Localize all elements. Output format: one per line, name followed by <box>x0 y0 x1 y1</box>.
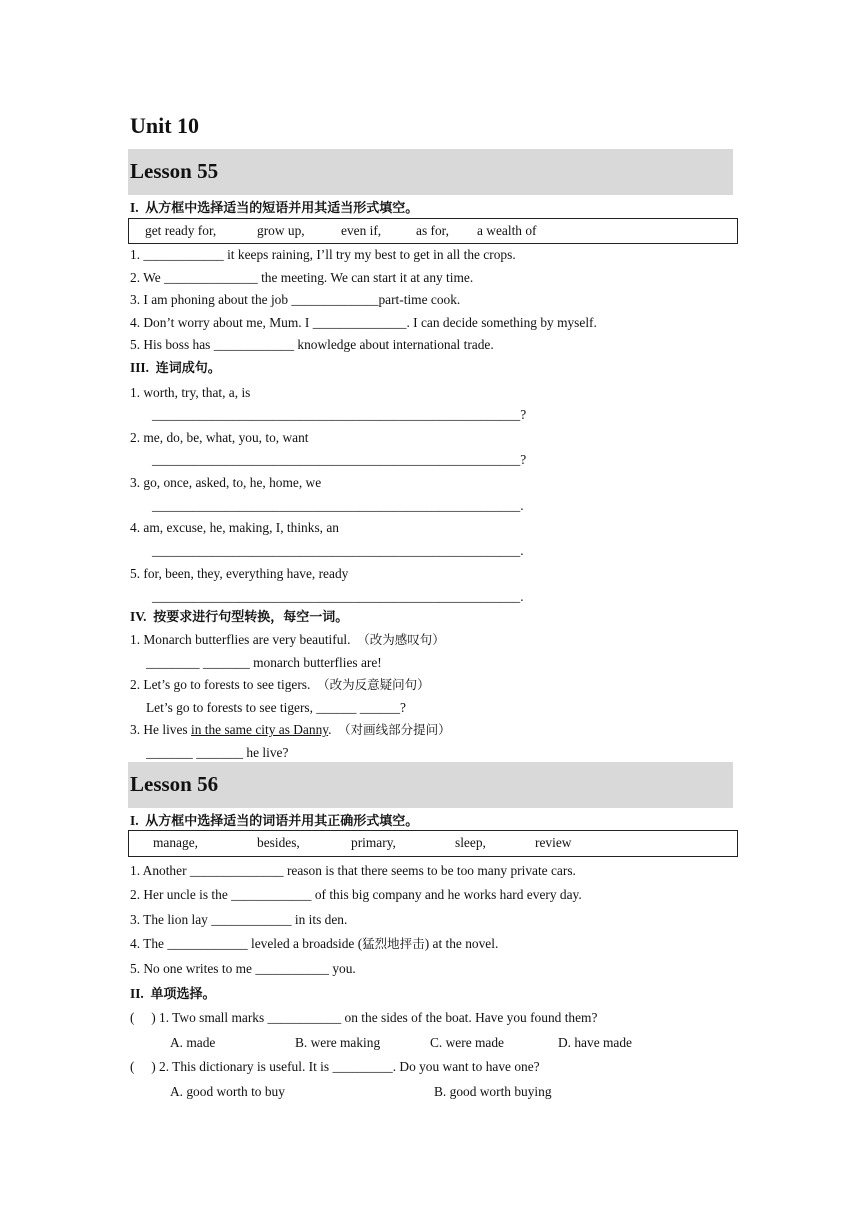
l55-section-1-heading <box>130 199 418 218</box>
l55-s4-item-3 <box>130 721 451 739</box>
lesson-55-title: Lesson 55 <box>130 159 219 183</box>
word-option: grow up, <box>257 223 305 238</box>
l55-s1-item-2: 2. We ______________ the meeting. We can start it at any time. <box>130 270 474 285</box>
question-text: 3. He lives <box>130 722 191 737</box>
l55-s1-item-4: 4. Don’t worry about me, Mum. I ______________. I can decide something by myself. <box>130 315 597 330</box>
word-option: primary, <box>351 835 396 850</box>
l56-section-2-heading <box>130 985 216 1004</box>
unit-title: Unit 10 <box>130 113 200 138</box>
l55-s3-item-5-answer-line: _______________________________________________________. <box>152 589 524 604</box>
l56-s1-item-5: 5. No one writes to me ___________ you. <box>130 961 356 976</box>
word-option: sleep, <box>455 835 486 850</box>
instruction-note: （改为感叹句） <box>357 632 445 647</box>
l55-section-3-heading <box>130 359 221 378</box>
l55-s3-item-2-words: 2. me, do, be, what, you, to, want <box>130 430 309 445</box>
question-text: . <box>328 722 332 737</box>
l55-s1-item-1: 1. ____________ it keeps raining, I’ll try my best to get in all the crops. <box>130 247 516 262</box>
l55-s3-item-5-words: 5. for, been, they, everything have, ready <box>130 566 349 581</box>
choice-d: D. have made <box>558 1035 632 1050</box>
section-number: III. <box>130 360 149 375</box>
chinese-gloss: 猛烈地抨击 <box>362 936 425 951</box>
question-text: 4. The ____________ leveled a broadside ( <box>130 936 363 951</box>
question-text: 2. Let’s go to forests to see tigers. <box>130 677 311 692</box>
section-heading-text: 从方框中选择适当的短语并用其适当形式填空。 <box>145 201 419 216</box>
l55-s3-item-1-words: 1. worth, try, that, a, is <box>130 385 251 400</box>
l55-s4-item-2-answer: Let’s go to forests to see tigers, ______ ______? <box>146 700 406 715</box>
l56-word-box <box>128 830 738 857</box>
section-heading-text: 按要求进行句型转换，每空一词。 <box>153 610 349 625</box>
l55-word-box <box>128 218 738 244</box>
word-option: even if, <box>341 223 382 238</box>
l55-s3-item-3-answer-line: _______________________________________________________. <box>152 498 524 513</box>
section-number: IV. <box>130 609 147 624</box>
section-number: I. <box>130 813 139 828</box>
section-heading-text: 连词成句。 <box>155 361 221 376</box>
l55-s1-item-5: 5. His boss has ____________ knowledge about international trade. <box>130 337 494 352</box>
l55-s1-item-3: 3. I am phoning about the job _____________part-time cook. <box>130 292 461 307</box>
question-text: ) at the novel. <box>424 936 499 951</box>
word-option: manage, <box>153 835 198 850</box>
underlined-phrase: in the same city as Danny <box>191 722 329 737</box>
l56-s2-question-2: ( ) 2. This dictionary is useful. It is _________. Do you want to have one? <box>130 1059 540 1074</box>
l55-s4-item-3-answer: _______ _______ he live? <box>146 745 289 760</box>
l55-s4-item-1 <box>130 631 445 649</box>
instruction-note: （改为反意疑问句） <box>317 677 430 692</box>
l55-s3-item-2-answer-line: _______________________________________________________? <box>152 452 527 467</box>
section-heading-text: 从方框中选择适当的词语并用其正确形式填空。 <box>145 814 419 829</box>
section-heading-text: 单项选择。 <box>150 987 216 1002</box>
l56-s1-item-1: 1. Another ______________ reason is that there seems to be too many private cars. <box>130 863 576 878</box>
instruction-note: （对画线部分提问） <box>338 722 451 737</box>
l55-s4-item-1-answer: ________ _______ monarch butterflies are! <box>146 655 382 670</box>
l56-s1-item-4 <box>130 935 498 953</box>
l56-s1-item-2: 2. Her uncle is the ____________ of this big company and he works hard every day. <box>130 887 582 902</box>
l55-s3-item-4-answer-line: _______________________________________________________. <box>152 543 524 558</box>
choice-c: C. were made <box>430 1035 504 1050</box>
section-number: II. <box>130 986 144 1001</box>
word-option: a wealth of <box>477 223 537 238</box>
word-option: review <box>535 835 572 850</box>
choice-a: A. made <box>170 1035 216 1050</box>
question-text: 1. Monarch butterflies are very beautiful. <box>130 632 351 647</box>
l55-s3-item-4-words: 4. am, excuse, he, making, I, thinks, an <box>130 520 339 535</box>
l55-s4-item-2 <box>130 676 430 694</box>
l56-section-1-heading <box>130 812 418 831</box>
choice-b: B. good worth buying <box>434 1084 552 1099</box>
word-option: besides, <box>257 835 300 850</box>
lesson-56-title: Lesson 56 <box>130 772 219 796</box>
word-option: get ready for, <box>145 223 217 238</box>
lesson-56-header <box>128 762 733 808</box>
l55-s3-item-1-answer-line: _______________________________________________________? <box>152 407 527 422</box>
choice-a: A. good worth to buy <box>170 1084 285 1099</box>
l55-section-4-heading <box>130 608 348 627</box>
section-number: I. <box>130 200 139 215</box>
choice-b: B. were making <box>295 1035 381 1050</box>
word-option: as for, <box>416 223 449 238</box>
l56-s1-item-3: 3. The lion lay ____________ in its den. <box>130 912 348 927</box>
lesson-55-header <box>128 149 733 195</box>
l55-s3-item-3-words: 3. go, once, asked, to, he, home, we <box>130 475 322 490</box>
l56-s2-question-1: ( ) 1. Two small marks ___________ on the sides of the boat. Have you found them? <box>130 1010 598 1025</box>
